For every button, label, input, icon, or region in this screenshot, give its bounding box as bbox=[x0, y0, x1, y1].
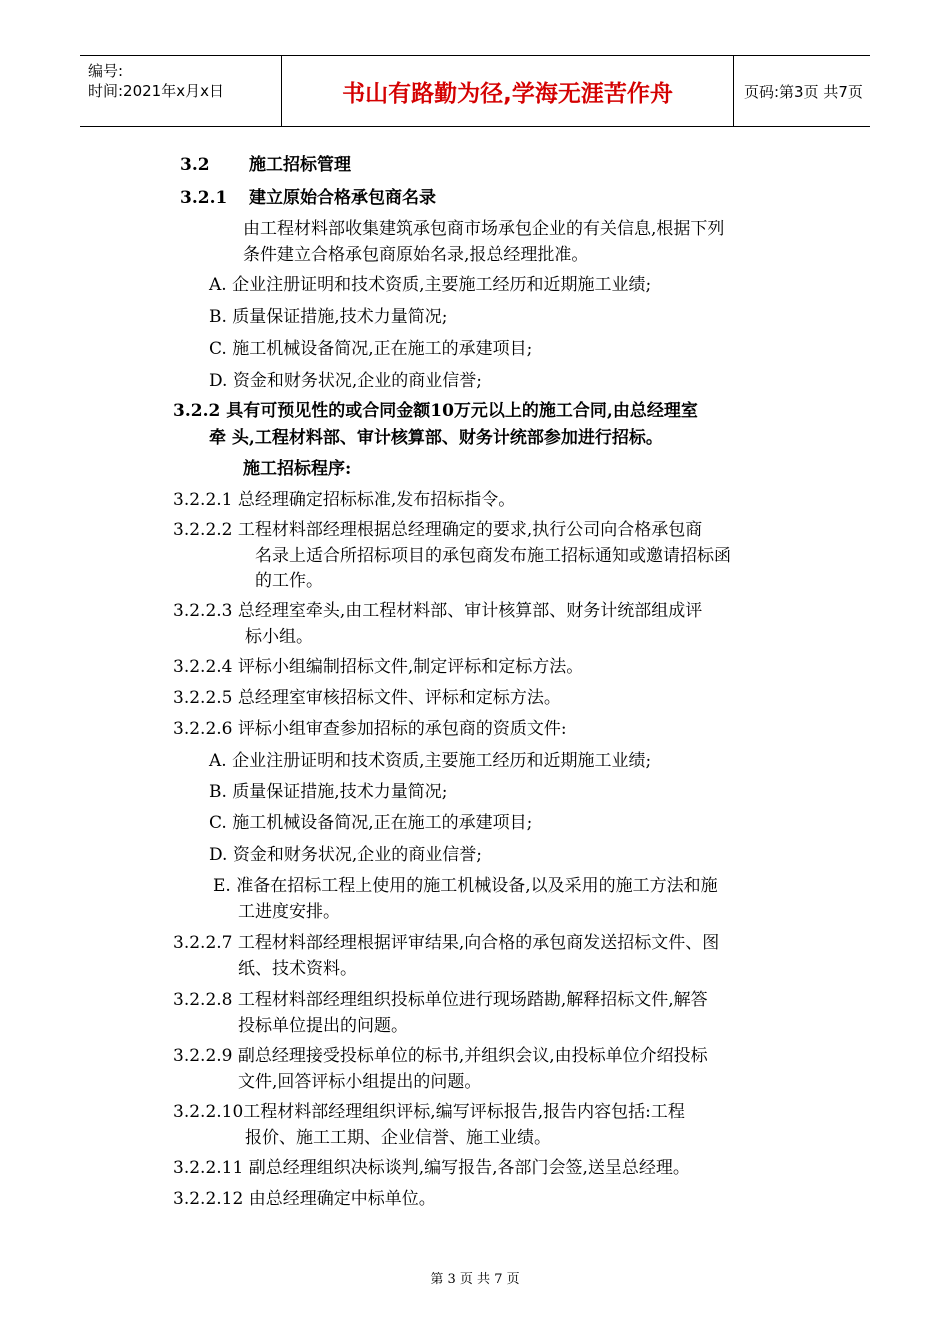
procedure-item-cont: 标小组。 bbox=[245, 627, 313, 647]
procedure-item: 3.2.2.5 总经理室审核招标文件、评标和定标方法。 bbox=[173, 688, 561, 708]
header-meta bbox=[80, 56, 282, 126]
document-number-label: 编号: bbox=[88, 62, 124, 80]
list-item: B. 质量保证措施,技术力量简况; bbox=[209, 782, 448, 802]
procedure-item: 3.2.2.10工程材料部经理组织评标,编写评标报告,报告内容包括:工程 bbox=[173, 1102, 685, 1122]
procedure-item: 3.2.2.7 工程材料部经理根据评审结果,向合格的承包商发送招标文件、图 bbox=[173, 933, 720, 953]
procedure-item: 3.2.2.3 总经理室牵头,由工程材料部、审计核算部、财务计统部组成评 bbox=[173, 601, 703, 621]
procedure-item-cont: 报价、施工工期、企业信誉、施工业绩。 bbox=[245, 1128, 551, 1148]
list-item: D. 资金和财务状况,企业的商业信誉; bbox=[209, 845, 482, 865]
section-3-2-2-line: 3.2.2 具有可预见性的或合同金额10万元以上的施工合同,由总经理室 bbox=[173, 401, 698, 421]
procedure-item: 3.2.2.1 总经理确定招标标准,发布招标指令。 bbox=[173, 490, 516, 510]
list-item: A. 企业注册证明和技术资质,主要施工经历和近期施工业绩; bbox=[209, 275, 652, 295]
document-date: 时间:2021年x月x日 bbox=[88, 82, 224, 100]
list-item: A. 企业注册证明和技术资质,主要施工经历和近期施工业绩; bbox=[209, 751, 652, 771]
procedure-item-cont: 的工作。 bbox=[255, 571, 323, 591]
procedure-item-cont: 纸、技术资料。 bbox=[238, 959, 357, 979]
header-motto: 书山有路勤为径,学海无涯苦作舟 bbox=[282, 56, 734, 126]
procedure-item-cont: 文件,回答评标小组提出的问题。 bbox=[238, 1072, 482, 1092]
page-footer: 第 3 页 共 7 页 bbox=[430, 1272, 520, 1287]
procedure-item-cont: 名录上适合所招标项目的承包商发布施工招标通知或邀请招标函 bbox=[255, 546, 731, 566]
list-item: B. 质量保证措施,技术力量简况; bbox=[209, 307, 448, 327]
header-page-number: 页码:第3页 共7页 bbox=[744, 82, 863, 101]
procedure-item-cont: 投标单位提出的问题。 bbox=[238, 1016, 408, 1036]
procedure-item: 3.2.2.6 评标小组审查参加招标的承包商的资质文件: bbox=[173, 719, 567, 739]
procedure-item: 3.2.2.8 工程材料部经理组织投标单位进行现场踏勘,解释招标文件,解答 bbox=[173, 990, 708, 1010]
section-number-3-2: 3.2 bbox=[180, 155, 210, 175]
procedure-title: 施工招标程序: bbox=[243, 459, 352, 479]
list-item: D. 资金和财务状况,企业的商业信誉; bbox=[209, 371, 482, 391]
list-item-cont: 工进度安排。 bbox=[238, 902, 340, 922]
section-number-3-2-1: 3.2.1 bbox=[180, 188, 228, 208]
procedure-item: 3.2.2.4 评标小组编制招标文件,制定评标和定标方法。 bbox=[173, 657, 584, 677]
procedure-item: 3.2.2.11 副总经理组织决标谈判,编写报告,各部门会签,送呈总经理。 bbox=[173, 1158, 690, 1178]
procedure-item: 3.2.2.9 副总经理接受投标单位的标书,并组织会议,由投标单位介绍投标 bbox=[173, 1046, 708, 1066]
list-item: E. 准备在招标工程上使用的施工机械设备,以及采用的施工方法和施 bbox=[213, 876, 718, 896]
section-3-2-2-line: 牵 头,工程材料部、审计核算部、财务计统部参加进行招标。 bbox=[209, 428, 663, 448]
procedure-item: 3.2.2.2 工程材料部经理根据总经理确定的要求,执行公司向合格承包商 bbox=[173, 520, 703, 540]
procedure-item: 3.2.2.12 由总经理确定中标单位。 bbox=[173, 1189, 436, 1209]
paragraph-line: 条件建立合格承包商原始名录,报总经理批准。 bbox=[243, 245, 589, 265]
list-item: C. 施工机械设备简况,正在施工的承建项目; bbox=[209, 813, 533, 833]
list-item: C. 施工机械设备简况,正在施工的承建项目; bbox=[209, 339, 533, 359]
page-header bbox=[80, 55, 870, 127]
paragraph-line: 由工程材料部收集建筑承包商市场承包企业的有关信息,根据下列 bbox=[243, 219, 725, 239]
section-title-3-2: 施工招标管理 bbox=[249, 155, 351, 175]
section-title-3-2-1: 建立原始合格承包商名录 bbox=[249, 188, 436, 208]
